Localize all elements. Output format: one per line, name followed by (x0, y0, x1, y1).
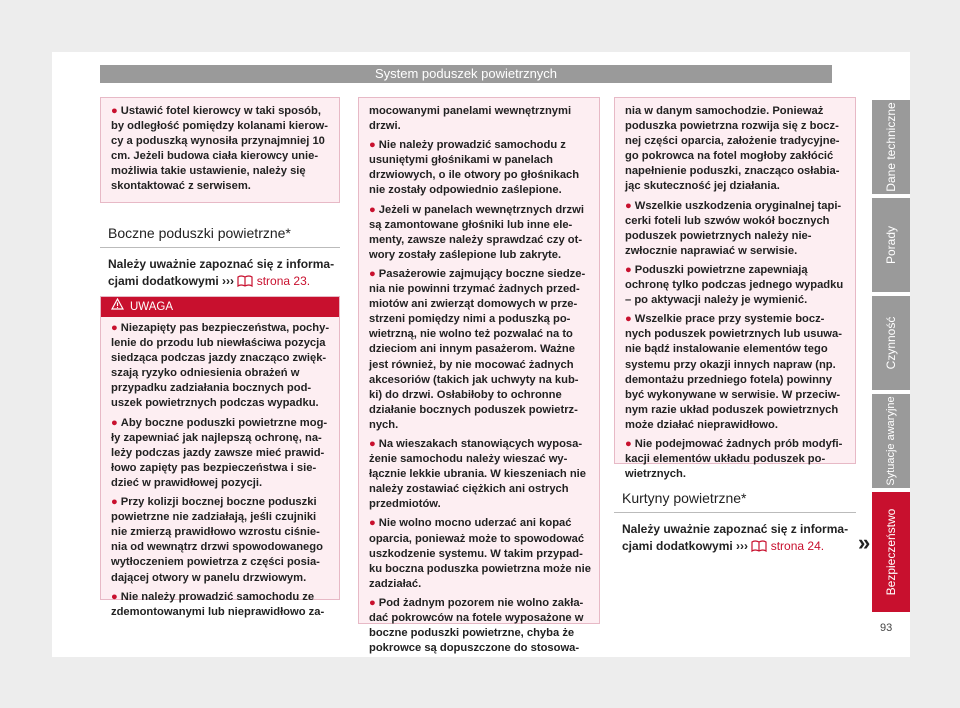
list-item: ● Jeżeli w panelach wewnętrznych drzwi są zamontowane głośniki lub inne ele- menty, zawsze należy sprawdzać czy ot- wory zostały zaślepione lub zakryte. (369, 203, 584, 261)
list-item: ● Wszelkie prace przy systemie bocz- nych poduszek powietrznych lub usuwa- nie bądź instalowanie elementów tego systemu przy okazji innych napraw (np. demontażu przedniego fotela) powinny być wykonywane w serwisie. W przeciw- nym razie układ poduszek powietrznych może działać nieprawidłowo. (625, 313, 842, 431)
list-item: ● Ustawić fotel kierowcy w taki sposób, by odległość pomiędzy kolanami kierow- cy a poduszką wynosiła przynajmniej 10 cm. Jeżeli budowa ciała kierowcy unie- możliwia takie ustawienie, należy się skontaktować z serwisem. (111, 105, 328, 193)
tab-czynnosc[interactable]: Czynność (872, 296, 910, 390)
list-item: ● Przy kolizji bocznej boczne poduszki powietrzne nie zadziałają, jeśli czujniki nie zmierzą prawidłowo wzrostu ciśnie- nia od wewnątrz drzwi spowodowanego wytłoczeniem powietrza z części posia- dającej otwory w panelu drzwiowym. (111, 496, 323, 584)
list-item: ● Na wieszakach stanowiących wyposa- żenie samochodu należy wieszać wy- łącznie lekkie ubrania. W kieszeniach nie należy zostawiać ciężkich ani ostrych przedmiotów. (369, 437, 587, 511)
bullet-box-top (100, 97, 340, 203)
continue-arrow-icon: » (858, 530, 871, 555)
section-title-curtain-airbags: Kurtyny powietrzne* (622, 490, 747, 506)
section-divider (614, 512, 856, 513)
list-item-continued: mocowanymi panelami wewnętrznymi drzwi. (369, 105, 572, 133)
book-icon (751, 540, 767, 557)
list-item: ● Wszelkie uszkodzenia oryginalnej tapi- cerki foteli lub szwów wokół bocznych poduszek powietrznych należy nie- zwłocznie naprawiać w serwisie. (625, 199, 842, 257)
list-item: ● Nie należy prowadzić samochodu ze zdemontowanymi lub nieprawidłowo za- (111, 590, 325, 618)
warning-header (101, 297, 339, 317)
tab-sytuacje-awaryjne[interactable]: Sytuacje awaryjne (872, 394, 910, 488)
warning-box-continued-2 (614, 97, 856, 481)
intro-paragraph: Należy uważnie zapoznać się z informa- cjami dodatkowymi ››› strona 24. (622, 521, 854, 557)
list-item: ● Aby boczne poduszki powietrzne mog- ły zapewniać jak najlepszą ochronę, na- leży podczas jazdy zawsze mieć prawid- łowo zapięty pas bezpieczeństwa i sie- dzieć w prawidłowej pozycji. (111, 416, 328, 489)
tab-bezpieczenstwo[interactable]: Bezpieczeństwo (872, 492, 910, 612)
page-reference-link[interactable]: strona 24 (770, 539, 821, 553)
tab-porady[interactable]: Porady (872, 198, 910, 292)
list-item: ● Nie należy prowadzić samochodu z usuniętymi głośnikami w panelach drzwiowych, o ile otwory po głośnikach nie zostały odpowiednio zaślepione. (369, 139, 580, 197)
warning-box (100, 296, 340, 618)
list-item: ● Poduszki powietrzne zapewniają ochronę tylko podczas jednego wypadku – po aktywacji należy je wymienić. (625, 263, 844, 307)
page-number: 93 (880, 622, 893, 634)
tab-dane-techniczne[interactable]: Dane techniczne (872, 100, 910, 194)
list-item: ● Niezapięty pas bezpieczeństwa, pochy- lenie do przodu lub niewłaściwa pozycja siedząca podczas jazdy znacząco zwięk- szają ryzyko odniesienia obrażeń w przypadku zadziałania bocznych pod- uszek powietrznych podczas wypadku. (111, 322, 330, 410)
page-reference-link[interactable]: strona 23 (256, 274, 307, 288)
list-item-continued: nia w danym samochodzie. Ponieważ poduszka powietrzna rozwija się z bocz- nej części oparcia, założenie tradycyjne- go pokrowca na fotel mogłoby zakłócić napełnienie poduszki, znacząco osłabia- jąc skuteczność jej działania. (625, 105, 840, 193)
warning-box-continued (358, 97, 600, 655)
book-icon (237, 275, 253, 292)
warning-label: UWAGA (130, 301, 174, 313)
list-item: ● Pasażerowie zajmujący boczne siedze- nia nie powinni trzymać żadnych przed- miotów ani zwierząt domowych w prze- strzeni pomiędzy nimi a poduszką po- wietrzną, nie wolno też pozwalać na to dzieciom ani innym pasażerom. Ważne jest również, by nie mocować żadnych akcesoriów (takich jak uchwyty na kub- ki) do drzwi. Osłabiłoby to ochronne działanie bocznych poduszek powietrz- nych. (369, 267, 586, 431)
list-item: ● Pod żadnym pozorem nie wolno zakła- dać pokrowców na fotele wyposażone w boczne poduszki powietrzne, chyba że pokrowce są dopuszczone do stosowa- (369, 596, 584, 655)
page-header: System poduszek powietrznych (100, 65, 832, 83)
section-divider (100, 247, 340, 248)
list-item: ● Nie wolno mocno uderzać ani kopać oparcia, ponieważ może to spowodować uszkodzenie systemu. W takim przypad- ku boczna poduszka powietrzna może nie zadziałać. (369, 517, 591, 590)
section-title-side-airbags: Boczne poduszki powietrzne* (108, 225, 291, 241)
intro-paragraph: Należy uważnie zapoznać się z informa- cjami dodatkowymi ››› strona 23. (108, 256, 340, 292)
list-item: ● Nie podejmować żadnych prób modyfi- kacji elementów układu poduszek po- wietrznych. (625, 437, 843, 481)
warning-triangle-icon (111, 297, 124, 317)
